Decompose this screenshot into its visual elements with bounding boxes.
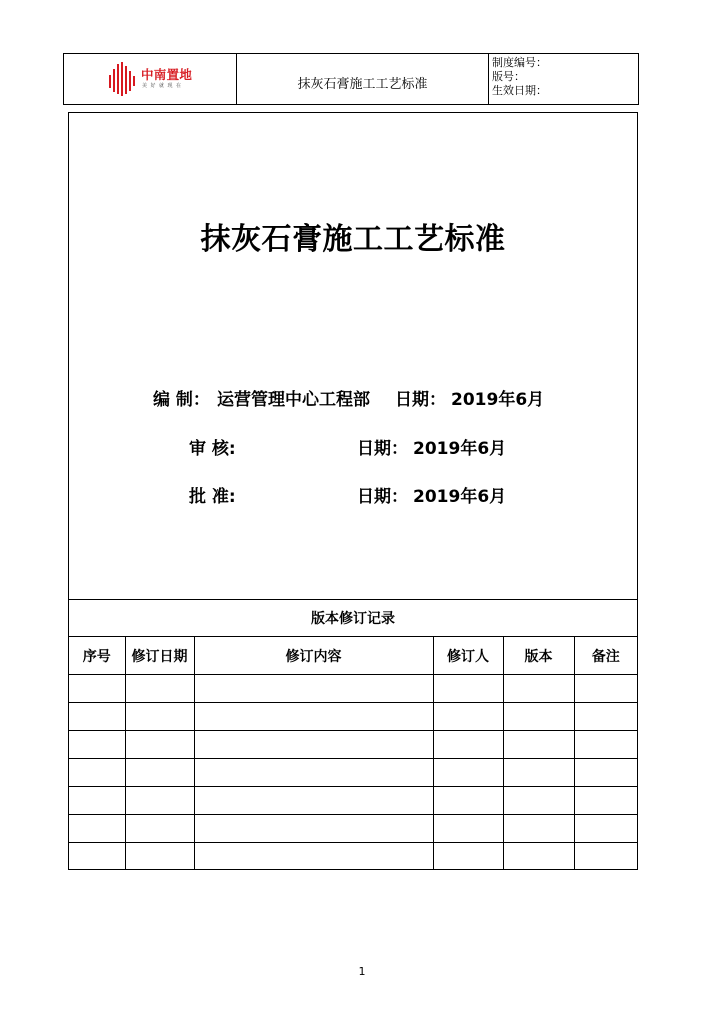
table-cell — [433, 759, 503, 787]
table-cell — [125, 787, 194, 815]
table-cell — [69, 703, 125, 731]
header-logo-cell — [64, 54, 237, 104]
table-cell — [125, 815, 194, 843]
table-cell — [125, 759, 194, 787]
table-row — [69, 815, 637, 843]
table-row — [69, 843, 637, 871]
company-logo-tagline: 美好就现在 — [142, 83, 185, 89]
table-row — [69, 731, 637, 759]
table-cell — [125, 703, 194, 731]
table-row — [69, 703, 637, 731]
table-cell — [69, 675, 125, 703]
table-cell — [433, 703, 503, 731]
table-cell — [69, 843, 125, 871]
table-cell — [503, 703, 574, 731]
company-logo-icon — [109, 62, 135, 96]
table-cell — [574, 675, 637, 703]
company-logo-text: 中南置地 — [141, 67, 193, 82]
effective-date-label: 生效日期： — [492, 84, 547, 97]
col-header-no: 序号 — [69, 637, 125, 675]
table-cell — [194, 843, 433, 871]
table-row — [69, 759, 637, 787]
table-row — [69, 675, 637, 703]
table-cell — [574, 815, 637, 843]
col-header-remark: 备注 — [574, 637, 637, 675]
table-cell — [69, 731, 125, 759]
table-cell — [503, 675, 574, 703]
table-cell — [574, 759, 637, 787]
table-cell — [433, 675, 503, 703]
review-label: 审 核: — [189, 439, 236, 459]
review-date-label: 日期： — [357, 439, 408, 459]
col-header-content: 修订内容 — [194, 637, 433, 675]
revision-table — [69, 637, 637, 870]
revision-record-title: 版本修订记录 — [69, 599, 637, 637]
table-cell — [503, 731, 574, 759]
table-cell — [503, 843, 574, 871]
table-cell — [194, 675, 433, 703]
approve-date-value: 2019年6月 — [413, 487, 507, 507]
document-header — [63, 53, 639, 105]
table-cell — [69, 815, 125, 843]
compile-value: 运营管理中心工程部 — [217, 390, 370, 410]
table-cell — [125, 675, 194, 703]
header-title: 抹灰石膏施工工艺标准 — [237, 54, 489, 104]
approve-date-label: 日期： — [357, 487, 408, 507]
table-cell — [574, 843, 637, 871]
table-cell — [574, 703, 637, 731]
table-cell — [433, 787, 503, 815]
col-header-reviser: 修订人 — [433, 637, 503, 675]
table-cell — [194, 731, 433, 759]
col-header-version: 版本 — [503, 637, 574, 675]
table-cell — [194, 787, 433, 815]
table-cell — [574, 787, 637, 815]
table-cell — [503, 815, 574, 843]
table-cell — [433, 843, 503, 871]
compile-date-label: 日期： — [395, 390, 446, 410]
table-cell — [503, 787, 574, 815]
table-cell — [433, 815, 503, 843]
col-header-date: 修订日期 — [125, 637, 194, 675]
table-cell — [433, 731, 503, 759]
table-cell — [574, 731, 637, 759]
page-number: 1 — [358, 965, 366, 978]
table-cell — [503, 759, 574, 787]
table-cell — [194, 759, 433, 787]
table-cell — [69, 759, 125, 787]
table-row — [69, 787, 637, 815]
header-meta — [489, 54, 638, 104]
table-cell — [125, 843, 194, 871]
cover-page — [68, 112, 638, 870]
table-cell — [194, 815, 433, 843]
version-label: 版号： — [492, 70, 525, 83]
code-label: 制度编号： — [492, 56, 547, 69]
compile-date-value: 2019年6月 — [451, 390, 545, 410]
review-date-value: 2019年6月 — [413, 439, 507, 459]
compile-label: 编 制： — [153, 390, 210, 410]
table-cell — [69, 787, 125, 815]
table-cell — [125, 731, 194, 759]
revision-table-header — [69, 637, 637, 675]
document-title: 抹灰石膏施工工艺标准 — [200, 222, 506, 257]
approve-label: 批 准: — [189, 487, 236, 507]
table-cell — [194, 703, 433, 731]
